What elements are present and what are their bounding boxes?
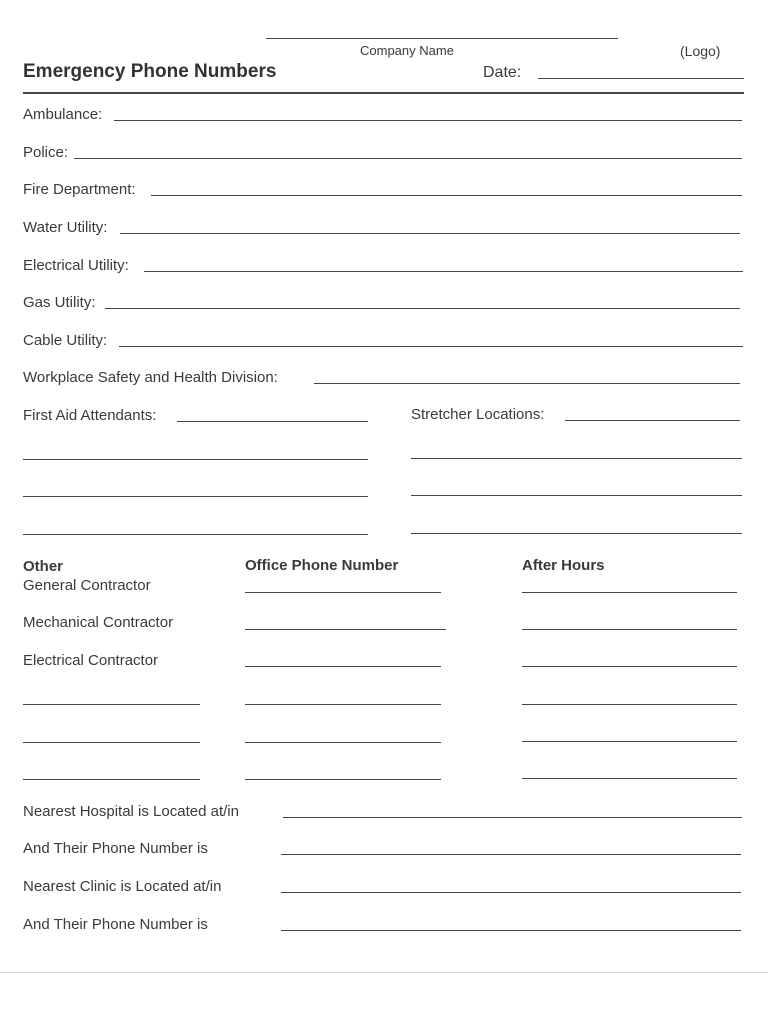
first-aid-field-4[interactable] (23, 534, 368, 535)
first-aid-label: First Aid Attendants: (23, 407, 157, 424)
date-label: Date: (483, 64, 522, 81)
office-phone-field-blank-2[interactable] (245, 742, 441, 743)
clinic-phone-field[interactable] (281, 930, 741, 931)
other-name-field-blank-1[interactable] (23, 704, 200, 705)
contractor-label-general: General Contractor (23, 577, 151, 594)
stretcher-label: Stretcher Locations: (411, 406, 545, 423)
contact-label-gas-utility: Gas Utility: (23, 294, 96, 311)
after-hours-field-electrical[interactable] (522, 666, 737, 667)
column-header-other: Other (23, 558, 64, 575)
other-name-field-blank-2[interactable] (23, 742, 200, 743)
after-hours-field-blank-3[interactable] (522, 778, 737, 779)
contact-label-workplace-safety: Workplace Safety and Health Division: (23, 369, 278, 386)
hospital-phone-label: And Their Phone Number is (23, 840, 208, 857)
contact-field-workplace-safety[interactable] (314, 383, 740, 384)
date-field[interactable] (538, 78, 744, 79)
after-hours-field-blank-2[interactable] (522, 741, 737, 742)
clinic-location-field[interactable] (281, 892, 741, 893)
contact-field-police[interactable] (74, 158, 742, 159)
office-phone-field-mechanical[interactable] (245, 629, 446, 630)
stretcher-field-1[interactable] (565, 420, 740, 421)
contact-label-police: Police: (23, 144, 69, 161)
office-phone-field-blank-3[interactable] (245, 779, 441, 780)
after-hours-field-general[interactable] (522, 592, 737, 593)
stretcher-field-2[interactable] (411, 458, 742, 459)
page-edge-divider (0, 972, 768, 973)
column-header-office-phone: Office Phone Number (245, 557, 399, 574)
contact-label-cable-utility: Cable Utility: (23, 332, 108, 349)
column-header-after-hours: After Hours (522, 557, 605, 574)
company-name-line[interactable] (266, 38, 618, 39)
clinic-location-label: Nearest Clinic is Located at/in (23, 878, 222, 895)
hospital-location-field[interactable] (283, 817, 742, 818)
first-aid-field-2[interactable] (23, 459, 368, 460)
contact-field-water-utility[interactable] (120, 233, 740, 234)
contractor-label-electrical: Electrical Contractor (23, 652, 159, 669)
after-hours-field-mechanical[interactable] (522, 629, 737, 630)
contractor-label-mechanical: Mechanical Contractor (23, 614, 174, 631)
contact-label-ambulance: Ambulance: (23, 106, 103, 123)
contact-field-ambulance[interactable] (114, 120, 742, 121)
contact-field-gas-utility[interactable] (105, 308, 740, 309)
page-title: Emergency Phone Numbers (23, 61, 277, 82)
contact-label-fire-department: Fire Department: (23, 181, 136, 198)
logo-placeholder: (Logo) (680, 43, 721, 59)
contact-field-electrical-utility[interactable] (144, 271, 743, 272)
after-hours-field-blank-1[interactable] (522, 704, 737, 705)
company-name-label: Company Name (360, 43, 454, 58)
stretcher-field-4[interactable] (411, 533, 742, 534)
contact-label-water-utility: Water Utility: (23, 219, 108, 236)
header-rule (23, 92, 744, 94)
office-phone-field-electrical[interactable] (245, 666, 441, 667)
contact-label-electrical-utility: Electrical Utility: (23, 257, 129, 274)
contact-field-fire-department[interactable] (151, 195, 742, 196)
first-aid-field-3[interactable] (23, 496, 368, 497)
other-name-field-blank-3[interactable] (23, 779, 200, 780)
contact-field-cable-utility[interactable] (119, 346, 743, 347)
hospital-phone-field[interactable] (281, 854, 741, 855)
office-phone-field-blank-1[interactable] (245, 704, 441, 705)
first-aid-field-1[interactable] (177, 421, 368, 422)
stretcher-field-3[interactable] (411, 495, 742, 496)
office-phone-field-general[interactable] (245, 592, 441, 593)
hospital-location-label: Nearest Hospital is Located at/in (23, 803, 239, 820)
clinic-phone-label: And Their Phone Number is (23, 916, 208, 933)
